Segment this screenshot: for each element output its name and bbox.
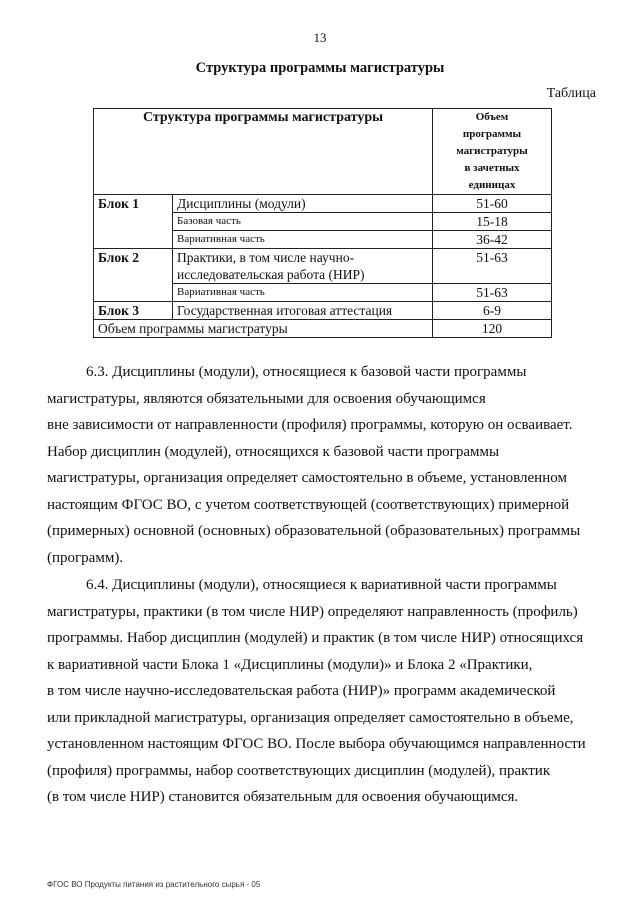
name-cell: Практики, в том числе научно-исследовательская работа (НИР) [173, 249, 433, 284]
paragraph-line: в том числе научно-исследовательская работа (НИР)» программ академической [47, 683, 556, 699]
total-label: Объем программы магистратуры [94, 320, 433, 338]
header-volume-line: магистратуры [456, 145, 528, 157]
paragraph-line: магистратуры, практики (в том числе НИР) определяют направленность (профиль) [47, 603, 578, 620]
name-cell: Вариативная часть [173, 231, 433, 249]
paragraph-line: установленном настоящим ФГОС ВО. После выбора обучающимся направленности [47, 736, 586, 752]
name-cell: Вариативная часть [173, 284, 433, 302]
block-cell: Блок 1 [94, 195, 173, 249]
header-structure: Структура программы магистратуры [94, 109, 433, 195]
header-volume-line: единицах [468, 179, 516, 191]
paragraph-line: 6.4. Дисциплины (модули), относящиеся к вариативной части программы [86, 577, 557, 593]
paragraph-line: Набор дисциплин (модулей), относящихся к базовой части программы [47, 443, 500, 460]
name-cell: Государственная итоговая аттестация [173, 302, 433, 320]
table-header-row [94, 109, 552, 195]
paragraph-line: 6.3. Дисциплины (модули), относящиеся к базовой части программы [86, 364, 527, 380]
page-title: Структура программы магистратуры [195, 60, 445, 76]
header-volume-line: в зачетных [464, 162, 520, 174]
table-row [94, 302, 552, 320]
paragraph-line: (в том числе НИР) становится обязательным для освоения обучающимся. [47, 789, 519, 805]
value-cell: 36-42 [433, 231, 552, 249]
paragraph-line: (программ). [47, 549, 124, 566]
table-row [94, 195, 552, 213]
paragraph-line: (примерных) основной (основных) образовательной (образовательных) программы [47, 523, 581, 539]
table-label: Таблица [546, 86, 596, 101]
paragraph-6-4 [47, 572, 597, 811]
paragraph-line: настоящим ФГОС ВО, с учетом соответствующей (соответствующих) примерной [47, 496, 570, 513]
table-row [94, 249, 552, 284]
block-cell: Блок 3 [94, 302, 173, 320]
page-footer: ФГОС ВО Продукты питания из растительного сырья - 05 [47, 880, 261, 889]
paragraph-line: или прикладной магистратуры, организация определяет самостоятельно в объеме, [47, 709, 574, 726]
paragraph-line: магистратуры, организация определяет самостоятельно в объеме, установленном [47, 470, 567, 486]
value-cell: 51-63 [433, 284, 552, 302]
block-cell: Блок 2 [94, 249, 173, 302]
name-cell: Базовая часть [173, 213, 433, 231]
header-volume-line: Объем [475, 111, 509, 123]
paragraph-line: (профиля) программы, набор соответствующих дисциплин (модулей), практик [47, 762, 551, 779]
header-volume-line: программы [462, 128, 522, 140]
paragraph-line: магистратуры, являются обязательными для освоения обучающимся [47, 390, 486, 407]
header-volume [433, 109, 552, 195]
paragraph-line: программы. Набор дисциплин (модулей) и практик (в том числе НИР) относящихся [47, 630, 584, 646]
value-cell: 6-9 [433, 302, 552, 320]
value-cell: 51-60 [433, 195, 552, 213]
paragraph-6-3 [47, 359, 597, 571]
paragraph-line: вне зависимости от направленности (профиля) программы, которую он осваивает. [47, 417, 573, 433]
value-cell: 51-63 [433, 249, 552, 284]
paragraph-line: к вариативной части Блока 1 «Дисциплины (модули)» и Блока 2 «Практики, [47, 656, 533, 673]
value-cell: 15-18 [433, 213, 552, 231]
name-cell: Дисциплины (модули) [173, 195, 433, 213]
structure-table [93, 108, 552, 338]
page-number: 13 [313, 30, 327, 45]
total-value: 120 [433, 320, 552, 338]
table-total-row [94, 320, 552, 338]
